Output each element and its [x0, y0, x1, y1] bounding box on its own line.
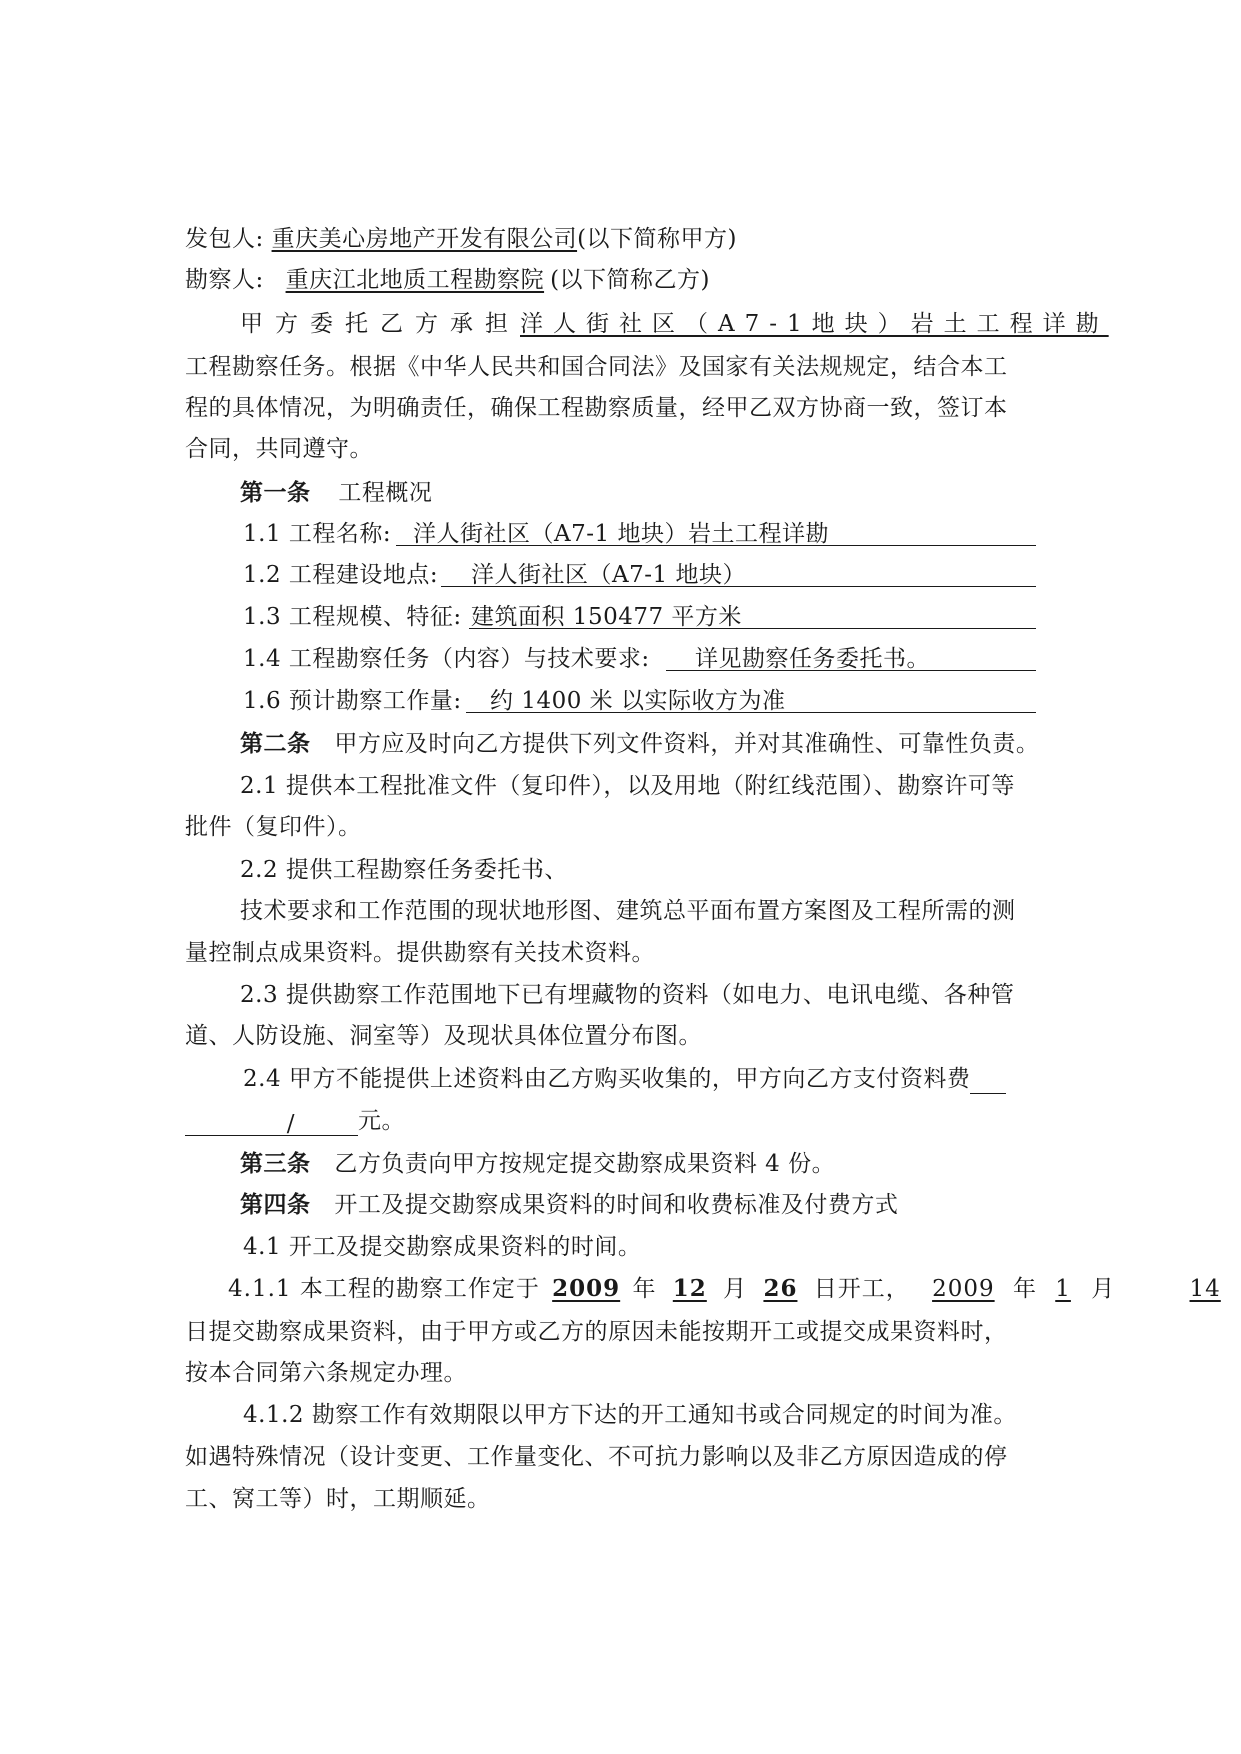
surveyor-name: 重庆江北地质工程勘察院	[285, 267, 545, 293]
item-1-3	[243, 602, 742, 632]
surveyor-label: 勘察人:	[185, 267, 264, 293]
employer-line	[185, 224, 737, 254]
article-2-heading	[240, 729, 1039, 759]
item-1-4	[243, 644, 930, 674]
item-4-1-1-line-1	[228, 1274, 1221, 1304]
intro-line-1	[240, 309, 1109, 339]
end-month: 1	[1055, 1276, 1071, 1302]
item-4-1-2-line-2: 如遇特殊情况（设计变更、工作量变化、不可抗力影响以及非乙方原因造成的停	[185, 1444, 1008, 1470]
item-2-4-blank-end	[970, 1067, 1006, 1094]
item-1-6-label: 1.6 预计勘察工作量:	[243, 688, 462, 714]
surveyor-note: (以下简称乙方)	[550, 267, 711, 293]
item-4-1-1-text: 4.1.1 本工程的勘察工作定于	[228, 1276, 540, 1302]
article-4-heading	[240, 1190, 898, 1220]
item-4-1: 4.1 开工及提交勘察成果资料的时间。	[243, 1234, 642, 1260]
employer-name: 重庆美心房地产开发有限公司	[271, 226, 578, 252]
surveyor-line	[185, 265, 710, 295]
item-2-4-fee-value: /	[286, 1111, 295, 1137]
start-day: 26	[763, 1275, 798, 1302]
item-4-1-2-line-3: 工、窝工等）时，工期顺延。	[185, 1486, 491, 1512]
item-2-2-line-2: 技术要求和工作范围的现状地形图、建筑总平面布置方案图及工程所需的测	[240, 898, 1016, 924]
employer-label: 发包人:	[185, 226, 264, 252]
item-1-2-value: 洋人街社区（A7-1 地块）	[471, 562, 746, 588]
item-2-4-line-2	[185, 1106, 405, 1136]
item-2-4-unit: 元。	[358, 1108, 405, 1134]
start-month: 12	[672, 1275, 707, 1302]
article-2-number: 第二条	[240, 730, 311, 757]
start-year: 2009	[552, 1275, 621, 1302]
article-4-title: 开工及提交勘察成果资料的时间和收费标准及付费方式	[334, 1192, 899, 1218]
item-4-1-1-line-3: 按本合同第六条规定办理。	[185, 1360, 467, 1386]
end-month-word: 月	[1091, 1276, 1116, 1302]
start-suffix: 日开工，	[813, 1276, 910, 1302]
article-3-number: 第三条	[240, 1150, 311, 1177]
item-1-3-value: 建筑面积 150477 平方米	[471, 604, 742, 630]
article-1-heading	[240, 478, 432, 508]
start-month-word: 月	[723, 1276, 748, 1302]
item-1-6-value: 约 1400 米 以实际收方为准	[490, 688, 786, 714]
item-1-1-label: 1.1 工程名称:	[243, 521, 392, 547]
intro-line-2: 工程勘察任务。根据《中华人民共和国合同法》及国家有关法规规定，结合本工	[185, 354, 1008, 380]
intro-line-4: 合同，共同遵守。	[185, 436, 373, 462]
end-year: 2009	[932, 1276, 995, 1302]
end-day: 14	[1189, 1276, 1221, 1302]
start-year-word: 年	[632, 1276, 657, 1302]
article-3	[240, 1149, 835, 1179]
item-1-6	[243, 686, 786, 716]
item-1-3-label: 1.3 工程规模、特征:	[243, 604, 462, 630]
item-2-3-line-2: 道、人防设施、洞室等）及现状具体位置分布图。	[185, 1023, 702, 1049]
item-2-2-line-3: 量控制点成果资料。提供勘察有关技术资料。	[185, 940, 655, 966]
item-1-4-value: 详见勘察任务委托书。	[695, 646, 930, 672]
item-2-4-fee-underline	[185, 1109, 358, 1136]
item-1-2	[243, 560, 746, 590]
item-2-4-line-1	[243, 1064, 1006, 1094]
item-1-1-value: 洋人街社区（A7-1 地块）岩土工程详勘	[413, 521, 829, 547]
article-1-number: 第一条	[240, 479, 311, 506]
item-2-2-line-1: 2.2 提供工程勘察任务委托书、	[240, 857, 568, 883]
article-4-number: 第四条	[240, 1191, 311, 1218]
intro-entrust: 甲方委托乙方承担	[240, 311, 520, 337]
item-1-4-label: 1.4 工程勘察任务（内容）与技术要求:	[243, 646, 650, 672]
intro-line-3: 程的具体情况，为明确责任，确保工程勘察质量，经甲乙双方协商一致，签订本	[185, 395, 1008, 421]
intro-project-name: 洋人街社区（A7-1地块）岩土工程详勘	[520, 311, 1109, 337]
article-3-title: 乙方负责向甲方按规定提交勘察成果资料 4 份。	[334, 1151, 836, 1177]
item-1-2-label: 1.2 工程建设地点:	[243, 562, 439, 588]
end-year-word: 年	[1012, 1276, 1037, 1302]
item-1-1	[243, 519, 829, 549]
item-4-1-1-line-2: 日提交勘察成果资料，由于甲方或乙方的原因未能按期开工或提交成果资料时，	[185, 1319, 1008, 1345]
item-2-3-line-1: 2.3 提供勘察工作范围地下已有埋藏物的资料（如电力、电讯电缆、各种管	[240, 982, 1015, 1008]
article-1-title: 工程概况	[338, 480, 433, 506]
item-2-1-line-1: 2.1 提供本工程批准文件（复印件），以及用地（附红线范围）、勘察许可等	[240, 773, 1015, 799]
item-2-1-line-2: 批件（复印件）。	[185, 814, 362, 840]
article-2-title: 甲方应及时向乙方提供下列文件资料，并对其准确性、可靠性负责。	[334, 731, 1040, 757]
employer-note: (以下简称甲方)	[577, 226, 738, 252]
item-4-1-2-line-1: 4.1.2 勘察工作有效期限以甲方下达的开工通知书或合同规定的时间为准。	[243, 1402, 1017, 1428]
item-2-4-text: 2.4 甲方不能提供上述资料由乙方购买收集的，甲方向乙方支付资料费	[243, 1066, 971, 1092]
